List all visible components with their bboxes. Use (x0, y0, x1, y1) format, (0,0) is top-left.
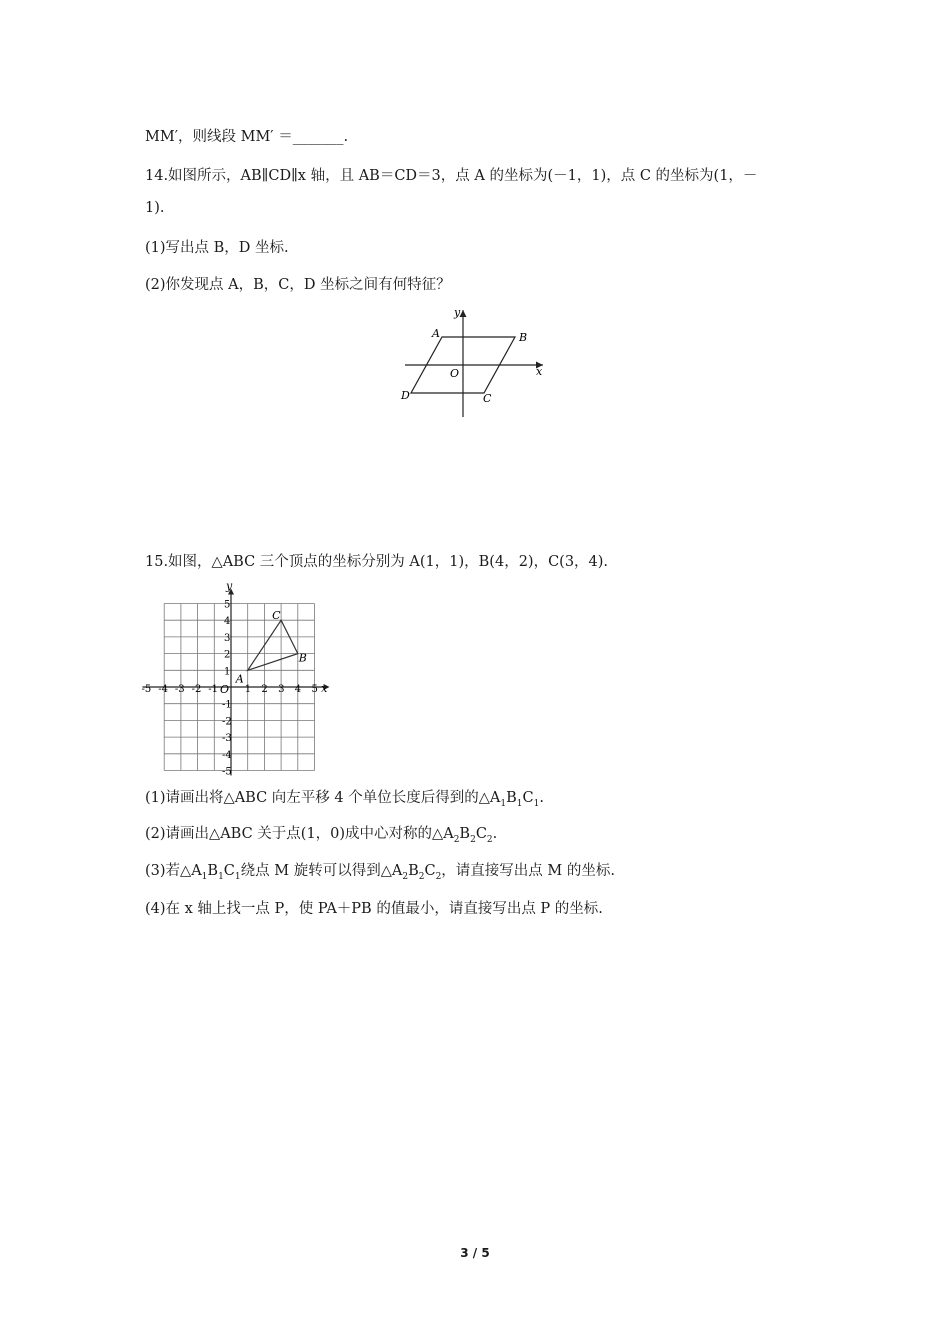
y-tick-label: -5 (222, 766, 232, 778)
x-tick-label: -2 (191, 684, 202, 695)
y-tick-label: 2 (224, 649, 231, 661)
q14-part-2: (2)你发现点 A，B，C，D 坐标之间有何特征？ (145, 277, 451, 293)
q14-part-1: (1)写出点 B，D 坐标. (145, 240, 289, 256)
q15-grid-figure (141, 572, 348, 778)
origin-label: O (220, 683, 230, 696)
label-c: C (483, 392, 492, 405)
label-d: D (401, 389, 410, 402)
page-number: 3 / 5 (460, 1246, 490, 1260)
q15-part-4: (4)在 x 轴上找一点 P，使 PA＋PB 的值最小，请直接写出点 P 的坐标. (145, 901, 603, 917)
y-axis-label: y (226, 579, 233, 593)
q13-tail: MM′，则线段 MM′ ＝_______. (145, 129, 349, 145)
x-tick-label: -1 (208, 684, 219, 695)
y-tick-label: 5 (224, 599, 231, 611)
y-tick-label: -4 (222, 749, 232, 761)
x-tick-label: -3 (174, 684, 185, 695)
label-o: O (450, 367, 460, 380)
q15-part-1: (1)请画出将△ABC 向左平移 4 个单位长度后得到的$\triangle A_1B_1C_1$. (145, 790, 544, 809)
x-tick-label: -5 (141, 684, 152, 695)
x-tick-label: 3 (278, 684, 285, 695)
y-tick-label: -2 (222, 716, 232, 728)
vertex-a-label: A (235, 672, 244, 686)
q15-part-3: (3)若$\triangle A_1B_1C_1$绕点 M 旋转可以得到$\triangle A_2B_2C_2$，请直接写出点 M 的坐标. (145, 863, 615, 882)
x-tick-label: 1 (244, 684, 252, 695)
label-b: B (519, 331, 528, 344)
vertex-b-label: B (298, 651, 307, 665)
y-tick-label: -3 (222, 733, 232, 745)
q14-stem-line2: 1). (145, 200, 165, 216)
q14-stem-line1: 14.如图所示，AB∥CD∥x 轴，且 AB＝CD＝3，点 A 的坐标为(－1，1)，点 C 的坐标为(1，－ (145, 168, 758, 184)
triangle-abc (248, 620, 298, 670)
y-tick-label: 1 (224, 666, 231, 678)
q15-stem: 15.如图，△ABC 三个顶点的坐标分别为 A(1，1)，B(4，2)，C(3，4). (145, 554, 609, 570)
y-tick-label: 4 (224, 616, 231, 628)
label-x: x (536, 365, 543, 378)
q14-figure (395, 305, 555, 420)
y-tick-label: -1 (222, 699, 232, 711)
y-tick-label: 3 (224, 632, 231, 644)
x-axis-label: x (321, 682, 328, 695)
q15-part-2: (2)请画出△ABC 关于点(1，0)成中心对称的$\triangle A_2B_2C_2$. (145, 826, 498, 845)
x-tick-label: -4 (158, 684, 168, 695)
label-y: y (454, 306, 461, 319)
label-a: A (432, 327, 440, 340)
x-tick-label: 5 (311, 684, 318, 695)
vertex-c-label: C (272, 609, 281, 623)
x-tick-label: 2 (261, 684, 268, 695)
x-tick-label: 4 (294, 684, 302, 695)
